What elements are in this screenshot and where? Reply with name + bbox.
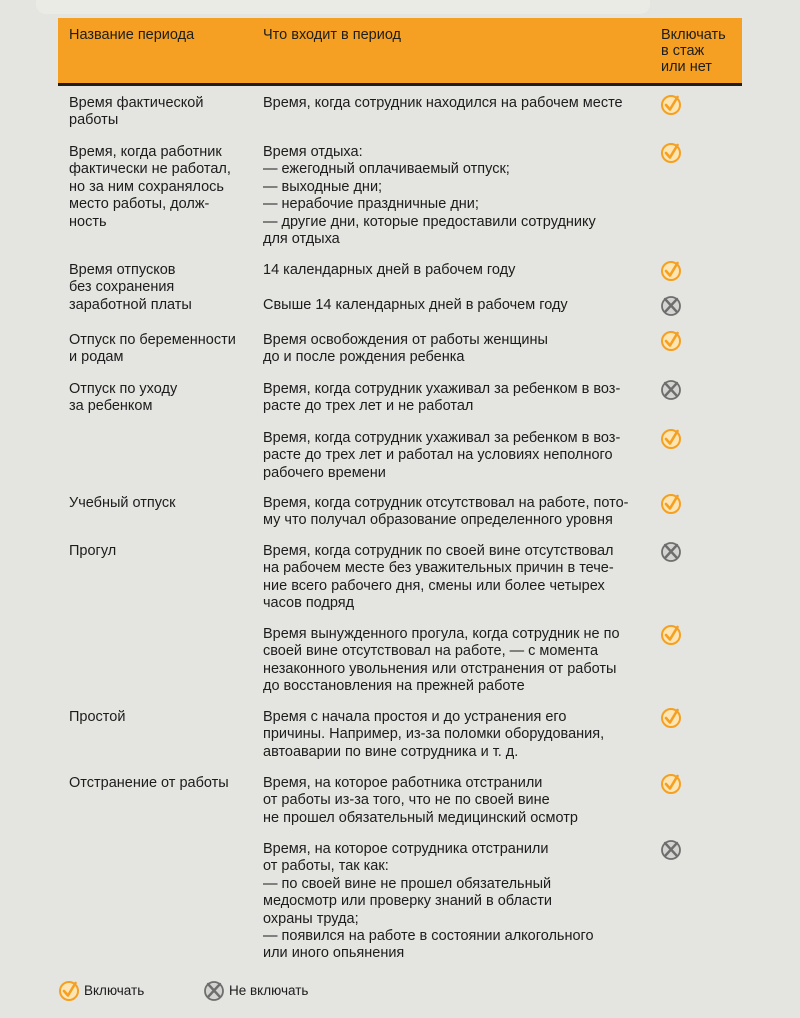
cross-icon <box>660 295 682 317</box>
row-name: Время отпусков без сохранения заработной платы <box>69 262 192 313</box>
header-include: Включать в стаж или нет <box>661 27 726 75</box>
check-icon <box>660 94 682 116</box>
legend-exclude <box>203 980 343 1004</box>
row-content: Время, когда сотрудник находился на рабочем месте <box>263 95 623 111</box>
header-period-content: Что входит в период <box>263 27 402 43</box>
check-icon <box>660 142 682 164</box>
cross-icon <box>660 379 682 401</box>
cross-icon <box>203 980 225 1002</box>
row-content: Время с начала простоя и до устранения его причины. Например, из-за поломки оборудования, автоаварии по вине сотрудника и т. д. <box>263 709 605 760</box>
row-name: Прогул <box>69 543 117 559</box>
check-icon <box>660 707 682 729</box>
row-content: Время, на которое работника отстранили от работы из-за того, что не по своей вине не прошел обязательный медицинский осмотр <box>263 775 578 826</box>
row-content: Свыше 14 календарных дней в рабочем году <box>263 297 568 313</box>
cross-icon <box>660 541 682 563</box>
row-name: Время, когда работник фактически не работал, но за ним сохранялось место работы, долж- ность <box>69 144 231 230</box>
row-content: Время, на которое сотрудника отстранили от работы, так как: — по своей вине не прошел обязательный медосмотр или проверку знаний в области охраны труда; — появился на работе в состоянии алкогольного или иного опьянения <box>263 841 594 962</box>
row-content: Время вынужденного прогула, когда сотрудник не по своей вине отсутствовал на работе, — с момента незаконного увольнения или отстранения от работы до восстановления на прежней работе <box>263 626 620 695</box>
check-icon <box>58 980 80 1002</box>
legend-exclude-label: Не включать <box>229 983 309 998</box>
check-icon <box>660 428 682 450</box>
check-icon <box>660 624 682 646</box>
row-content: Время, когда сотрудник по своей вине отсутствовал на рабочем месте без уважительных причин в тече- ние всего рабочего дня, смены или более четырех часов подряд <box>263 543 614 612</box>
row-content: Время, когда сотрудник ухаживал за ребенком в воз- расте до трех лет и работал на условиях неполного рабочего времени <box>263 430 621 481</box>
row-content: Время, когда сотрудник ухаживал за ребенком в воз- расте до трех лет и не работал <box>263 381 621 415</box>
cross-icon <box>660 839 682 861</box>
legend-include <box>58 980 198 1004</box>
row-name: Отстранение от работы <box>69 775 229 791</box>
row-content: 14 календарных дней в рабочем году <box>263 262 516 278</box>
table-header <box>58 18 742 86</box>
check-icon <box>660 493 682 515</box>
row-name: Время фактической работы <box>69 95 204 129</box>
legend-include-label: Включать <box>84 983 145 998</box>
check-icon <box>660 260 682 282</box>
row-content: Время освобождения от работы женщины до и после рождения ребенка <box>263 332 548 366</box>
row-name: Отпуск по беременности и родам <box>69 332 236 366</box>
top-card-edge <box>36 0 650 14</box>
row-name: Простой <box>69 709 126 725</box>
inclusion-table <box>58 18 742 996</box>
row-name: Отпуск по уходу за ребенком <box>69 381 178 415</box>
check-icon <box>660 773 682 795</box>
row-content: Время, когда сотрудник отсутствовал на работе, пото- му что получал образование определенного уровня <box>263 495 629 529</box>
row-content: Время отдыха: — ежегодный оплачиваемый отпуск; — выходные дни; — нерабочие праздничные дни; — другие дни, которые предоставили сотруднику для отдыха <box>263 144 596 248</box>
check-icon <box>660 330 682 352</box>
table-body <box>58 86 742 996</box>
header-period-name: Название периода <box>69 27 195 43</box>
row-name: Учебный отпуск <box>69 495 176 511</box>
